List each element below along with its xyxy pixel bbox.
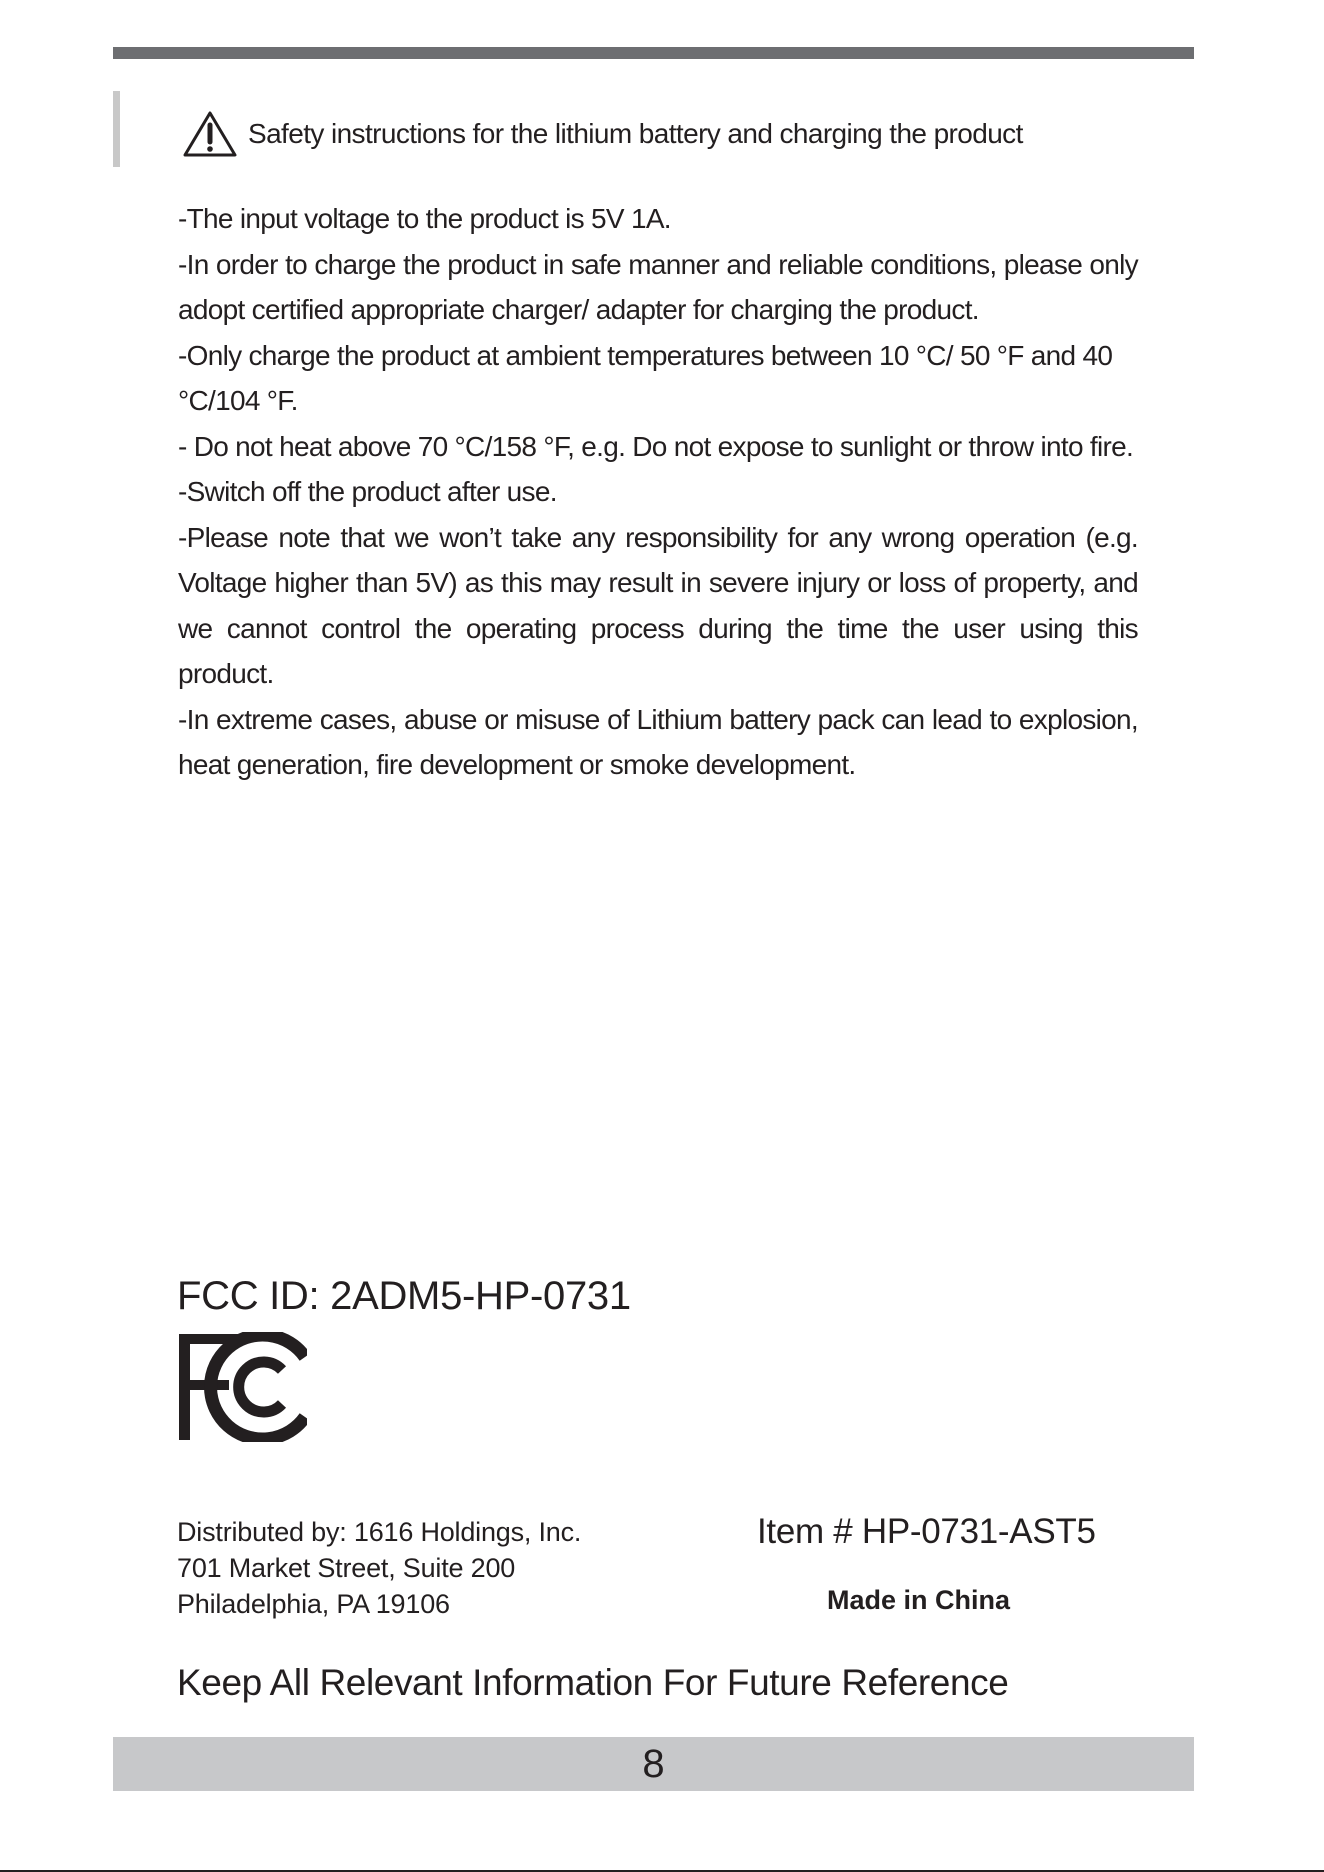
distributor-city: Philadelphia, PA 19106 bbox=[177, 1589, 450, 1619]
fcc-id-text: FCC ID: 2ADM5-HP-0731 bbox=[177, 1274, 631, 1318]
top-bar bbox=[113, 47, 1194, 59]
warning-triangle-icon bbox=[182, 110, 238, 158]
made-in-label: Made in China bbox=[827, 1585, 1011, 1615]
instruction-switch-off: -Switch off the product after use. bbox=[178, 476, 557, 507]
instruction-heat-limit: - Do not heat above 70 °C/158 °F, e.g. Do not expose to sunlight or throw into fire. bbox=[178, 430, 1134, 462]
page-number: 8 bbox=[642, 1741, 665, 1786]
section-heading bbox=[182, 110, 1023, 158]
instruction-responsibility: -Please note that we won’t take any responsibility for any wrong operation (e.g. Voltage higher than 5V) as this may result in severe injury or loss of property, and we cannot control the operating process during the time the user using this product. bbox=[178, 521, 1138, 689]
distributor-address bbox=[177, 1514, 581, 1622]
item-number: Item # HP-0731-AST5 bbox=[757, 1512, 1096, 1551]
instruction-certified-charger: -In order to charge the product in safe manner and reliable conditions, please only adopt certified appropriate charger/ adapter for charging the product. bbox=[178, 248, 1138, 325]
instruction-extreme-cases: -In extreme cases, abuse or misuse of Lithium battery pack can lead to explosion, heat generation, fire development or smoke development. bbox=[178, 703, 1138, 780]
side-accent-bar bbox=[113, 91, 120, 167]
instruction-ambient-temperature: -Only charge the product at ambient temperatures between 10 °C/ 50 °F and 40 °C/104 °F. bbox=[178, 339, 1113, 416]
distributor-name: Distributed by: 1616 Holdings, Inc. bbox=[177, 1517, 582, 1547]
instructions-list bbox=[178, 196, 1138, 788]
footer-bar bbox=[113, 1737, 1194, 1791]
distributor-street: 701 Market Street, Suite 200 bbox=[177, 1553, 516, 1583]
section-heading-text: Safety instructions for the lithium battery and charging the product bbox=[248, 118, 1023, 149]
fcc-logo bbox=[177, 1332, 307, 1442]
instruction-input-voltage: -The input voltage to the product is 5V 1A. bbox=[178, 203, 671, 234]
keep-information-notice: Keep All Relevant Information For Future Reference bbox=[177, 1662, 1009, 1703]
